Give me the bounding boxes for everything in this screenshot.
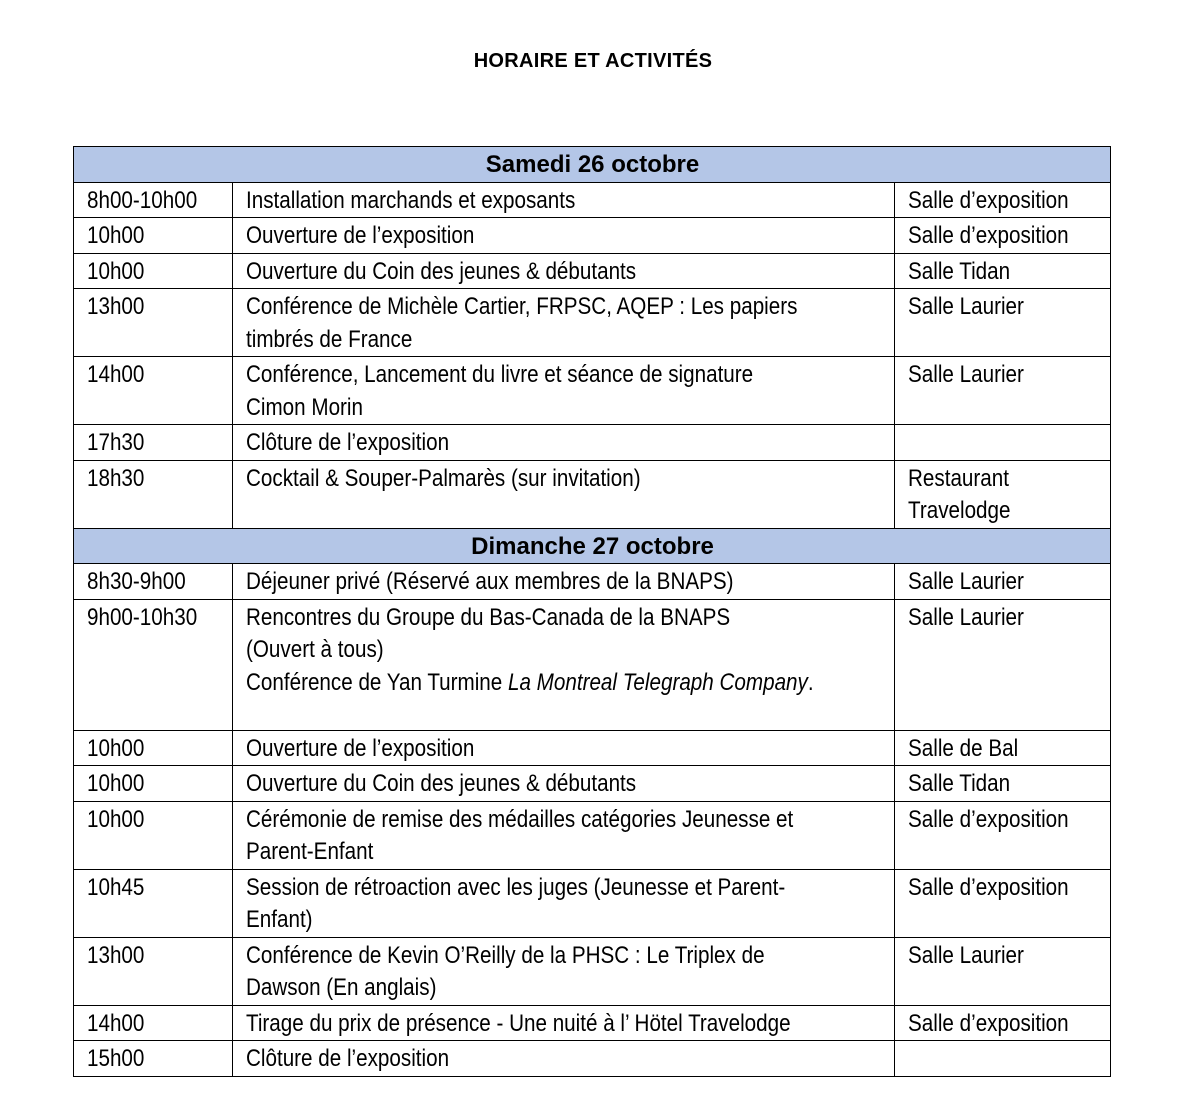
activity-cell: Ouverture du Coin des jeunes & débutants	[233, 253, 895, 289]
time-cell: 10h00	[74, 766, 233, 802]
location-cell: Salle d’exposition	[895, 1005, 1111, 1041]
activity-cell: Ouverture du Coin des jeunes & débutants	[233, 766, 895, 802]
location-cell: Salle Laurier	[895, 564, 1111, 600]
activity-cell: Conférence, Lancement du livre et séance de signature Cimon Morin	[233, 357, 895, 425]
time-cell: 10h45	[74, 869, 233, 937]
location-cell	[895, 1041, 1111, 1077]
location-cell: Salle Laurier	[895, 357, 1111, 425]
table-row	[74, 357, 1111, 425]
time-cell: 15h00	[74, 1041, 233, 1077]
activity-cell: Ouverture de l’exposition	[233, 218, 895, 254]
schedule-table	[73, 146, 1111, 1077]
location-cell: Salle Tidan	[895, 253, 1111, 289]
table-row	[74, 425, 1111, 461]
time-cell: 13h00	[74, 289, 233, 357]
activity-cell: Cocktail & Souper-Palmarès (sur invitation)	[233, 460, 895, 528]
activity-cell: Session de rétroaction avec les juges (Jeunesse et Parent- Enfant)	[233, 869, 895, 937]
talk-line: Conférence de Yan Turmine La Montreal Telegraph Company.	[246, 668, 814, 696]
table-row	[74, 1041, 1111, 1077]
activity-cell: Déjeuner privé (Réservé aux membres de la BNAPS)	[233, 564, 895, 600]
table-row	[74, 564, 1111, 600]
location-cell: Salle Laurier	[895, 599, 1111, 730]
time-cell: 13h00	[74, 937, 233, 1005]
page-title: HORAIRE ET ACTIVITÉS	[473, 50, 713, 72]
location-cell	[895, 425, 1111, 461]
time-cell: 8h00-10h00	[74, 182, 233, 218]
location-cell: Salle Laurier	[895, 289, 1111, 357]
time-cell: 18h30	[74, 460, 233, 528]
table-row	[74, 730, 1111, 766]
table-row	[74, 253, 1111, 289]
activity-cell: Installation marchands et exposants	[233, 182, 895, 218]
time-cell: 10h00	[74, 253, 233, 289]
location-cell: Salle d’exposition	[895, 182, 1111, 218]
day-header: Dimanche 27 octobre	[74, 528, 1111, 564]
location-cell: Salle d’exposition	[895, 218, 1111, 254]
location-cell: Salle d’exposition	[895, 869, 1111, 937]
table-row	[74, 599, 1111, 730]
time-cell: 10h00	[74, 218, 233, 254]
table-row	[74, 766, 1111, 802]
day-header-row	[74, 147, 1111, 183]
activity-cell: Clôture de l’exposition	[233, 1041, 895, 1077]
time-cell: 10h00	[74, 801, 233, 869]
location-cell: Salle d’exposition	[895, 801, 1111, 869]
location-cell: Salle Tidan	[895, 766, 1111, 802]
table-row	[74, 801, 1111, 869]
table-row	[74, 937, 1111, 1005]
table-row	[74, 460, 1111, 528]
day-header-row	[74, 528, 1111, 564]
activity-cell: Rencontres du Groupe du Bas-Canada de la BNAPS (Ouvert à tous) Conférence de Yan Turmine La Montreal Telegraph Company.	[233, 599, 895, 730]
table-row	[74, 289, 1111, 357]
activity-cell: Ouverture de l’exposition	[233, 730, 895, 766]
table-row	[74, 869, 1111, 937]
time-cell: 8h30-9h00	[74, 564, 233, 600]
time-cell: 14h00	[74, 1005, 233, 1041]
location-cell: Salle Laurier	[895, 937, 1111, 1005]
activity-cell: Conférence de Michèle Cartier, FRPSC, AQEP : Les papiers timbrés de France	[233, 289, 895, 357]
day-header: Samedi 26 octobre	[74, 147, 1111, 183]
table-row	[74, 182, 1111, 218]
activity-cell: Cérémonie de remise des médailles catégories Jeunesse et Parent-Enfant	[233, 801, 895, 869]
time-cell: 10h00	[74, 730, 233, 766]
activity-cell: Clôture de l’exposition	[233, 425, 895, 461]
activity-cell: Conférence de Kevin O’Reilly de la PHSC : Le Triplex de Dawson (En anglais)	[233, 937, 895, 1005]
time-cell: 17h30	[74, 425, 233, 461]
time-cell: 14h00	[74, 357, 233, 425]
table-row	[74, 218, 1111, 254]
table-row	[74, 1005, 1111, 1041]
location-cell: Restaurant Travelodge	[895, 460, 1111, 528]
activity-cell: Tirage du prix de présence - Une nuité à l’ Hötel Travelodge	[233, 1005, 895, 1041]
location-cell: Salle de Bal	[895, 730, 1111, 766]
time-cell: 9h00-10h30	[74, 599, 233, 730]
